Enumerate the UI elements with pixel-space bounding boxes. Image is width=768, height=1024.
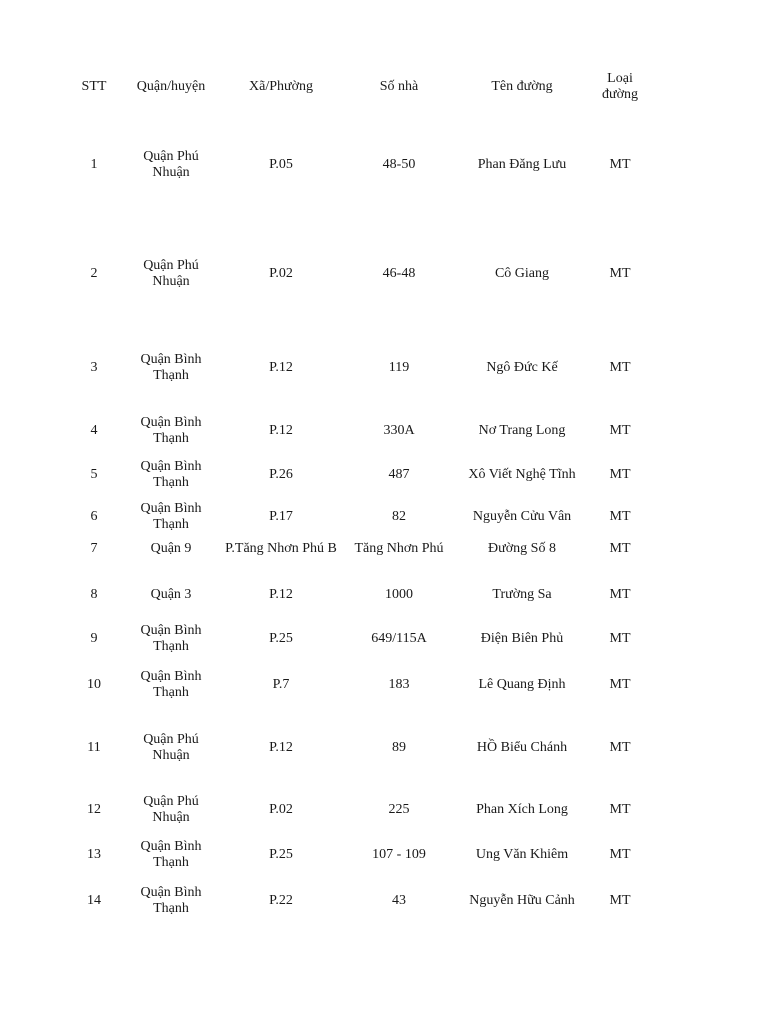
header-street-name: Tên đường (491, 79, 553, 94)
cell-stt: 5 (90, 467, 98, 482)
cell-street-name: Đường Số 8 (488, 541, 556, 556)
header-house-number: Số nhà (379, 79, 419, 94)
cell-ward: P.12 (269, 587, 293, 602)
cell-street-name: Ngô Đức Kế (486, 360, 558, 375)
cell-ward: P.25 (269, 847, 293, 862)
cell-street-type: MT (609, 467, 631, 482)
cell-district: Quận Phú Nhuận (143, 149, 199, 180)
cell-house-number: 43 (392, 893, 406, 908)
cell-ward: P.12 (269, 740, 293, 755)
cell-ward: P.05 (269, 157, 293, 172)
cell-street-type: MT (609, 423, 631, 438)
cell-street-type: MT (609, 587, 631, 602)
cell-house-number: 107 - 109 (372, 847, 426, 862)
cell-district: Quận Phú Nhuận (143, 794, 199, 825)
cell-district: Quận Bình Thạnh (140, 885, 202, 916)
cell-house-number: 119 (388, 360, 410, 375)
cell-house-number: Tăng Nhơn Phú (354, 541, 444, 556)
cell-street-name: Phan Đăng Lưu (477, 157, 567, 172)
cell-ward: P.17 (269, 509, 293, 524)
cell-stt: 12 (87, 802, 101, 817)
cell-stt: 2 (90, 266, 98, 281)
cell-house-number: 183 (388, 677, 410, 692)
cell-ward: P.Tăng Nhơn Phú B (225, 541, 337, 556)
cell-street-name: Điện Biên Phủ (480, 631, 564, 646)
cell-street-name: Trường Sa (492, 587, 552, 602)
cell-house-number: 1000 (385, 587, 413, 602)
cell-house-number: 89 (392, 740, 406, 755)
cell-street-name: Xô Viết Nghệ Tĩnh (468, 467, 576, 482)
cell-house-number: 649/115A (371, 631, 427, 646)
cell-ward: P.25 (269, 631, 293, 646)
cell-street-name: Cô Giang (494, 266, 550, 281)
cell-district: Quận 3 (150, 587, 192, 602)
cell-district: Quận Bình Thạnh (140, 459, 202, 490)
cell-street-name: HỒ Biểu Chánh (476, 740, 568, 755)
cell-ward: P.02 (269, 802, 293, 817)
cell-ward: P.12 (269, 423, 293, 438)
cell-street-type: MT (609, 677, 631, 692)
cell-stt: 6 (90, 509, 98, 524)
cell-house-number: 82 (392, 509, 406, 524)
cell-ward: P.7 (272, 677, 290, 692)
cell-district: Quận Bình Thạnh (140, 623, 202, 654)
cell-stt: 7 (90, 541, 98, 556)
cell-stt: 13 (87, 847, 101, 862)
cell-ward: P.26 (269, 467, 293, 482)
cell-house-number: 48-50 (382, 157, 416, 172)
cell-street-type: MT (609, 740, 631, 755)
cell-district: Quận Bình Thạnh (140, 501, 202, 532)
cell-street-name: Phan Xích Long (476, 802, 568, 817)
cell-district: Quận Bình Thạnh (140, 839, 202, 870)
cell-house-number: 487 (388, 467, 410, 482)
cell-house-number: 46-48 (382, 266, 416, 281)
cell-stt: 9 (90, 631, 98, 646)
header-ward: Xã/Phường (249, 79, 313, 94)
cell-stt: 1 (90, 157, 98, 172)
cell-stt: 8 (90, 587, 98, 602)
header-stt: STT (81, 79, 107, 94)
cell-street-type: MT (609, 360, 631, 375)
cell-district: Quận Bình Thạnh (140, 669, 202, 700)
cell-street-name: Nguyễn Hữu Cảnh (469, 893, 575, 908)
cell-stt: 11 (87, 740, 101, 755)
cell-street-name: Lê Quang Định (478, 677, 566, 692)
cell-ward: P.12 (269, 360, 293, 375)
cell-district: Quận Bình Thạnh (140, 415, 202, 446)
cell-street-type: MT (609, 541, 631, 556)
cell-street-type: MT (609, 509, 631, 524)
header-street-type: Loại đường (602, 71, 638, 102)
cell-district: Quận Phú Nhuận (143, 732, 199, 763)
cell-street-name: Nguyễn Cửu Vân (472, 509, 572, 524)
cell-district: Quận Bình Thạnh (140, 352, 202, 383)
cell-stt: 10 (87, 677, 101, 692)
cell-ward: P.02 (269, 266, 293, 281)
cell-street-type: MT (609, 893, 631, 908)
cell-stt: 3 (90, 360, 98, 375)
cell-street-type: MT (609, 157, 631, 172)
cell-district: Quận Phú Nhuận (143, 258, 199, 289)
cell-stt: 4 (90, 423, 98, 438)
cell-street-name: Nơ Trang Long (478, 423, 566, 438)
cell-house-number: 330A (383, 423, 415, 438)
cell-street-type: MT (609, 802, 631, 817)
cell-district: Quận 9 (150, 541, 192, 556)
cell-street-type: MT (609, 266, 631, 281)
cell-street-type: MT (609, 847, 631, 862)
cell-street-name: Ung Văn Khiêm (475, 847, 569, 862)
header-district: Quận/huyện (136, 79, 206, 94)
cell-ward: P.22 (269, 893, 293, 908)
cell-street-type: MT (609, 631, 631, 646)
cell-house-number: 225 (388, 802, 410, 817)
cell-stt: 14 (87, 893, 101, 908)
